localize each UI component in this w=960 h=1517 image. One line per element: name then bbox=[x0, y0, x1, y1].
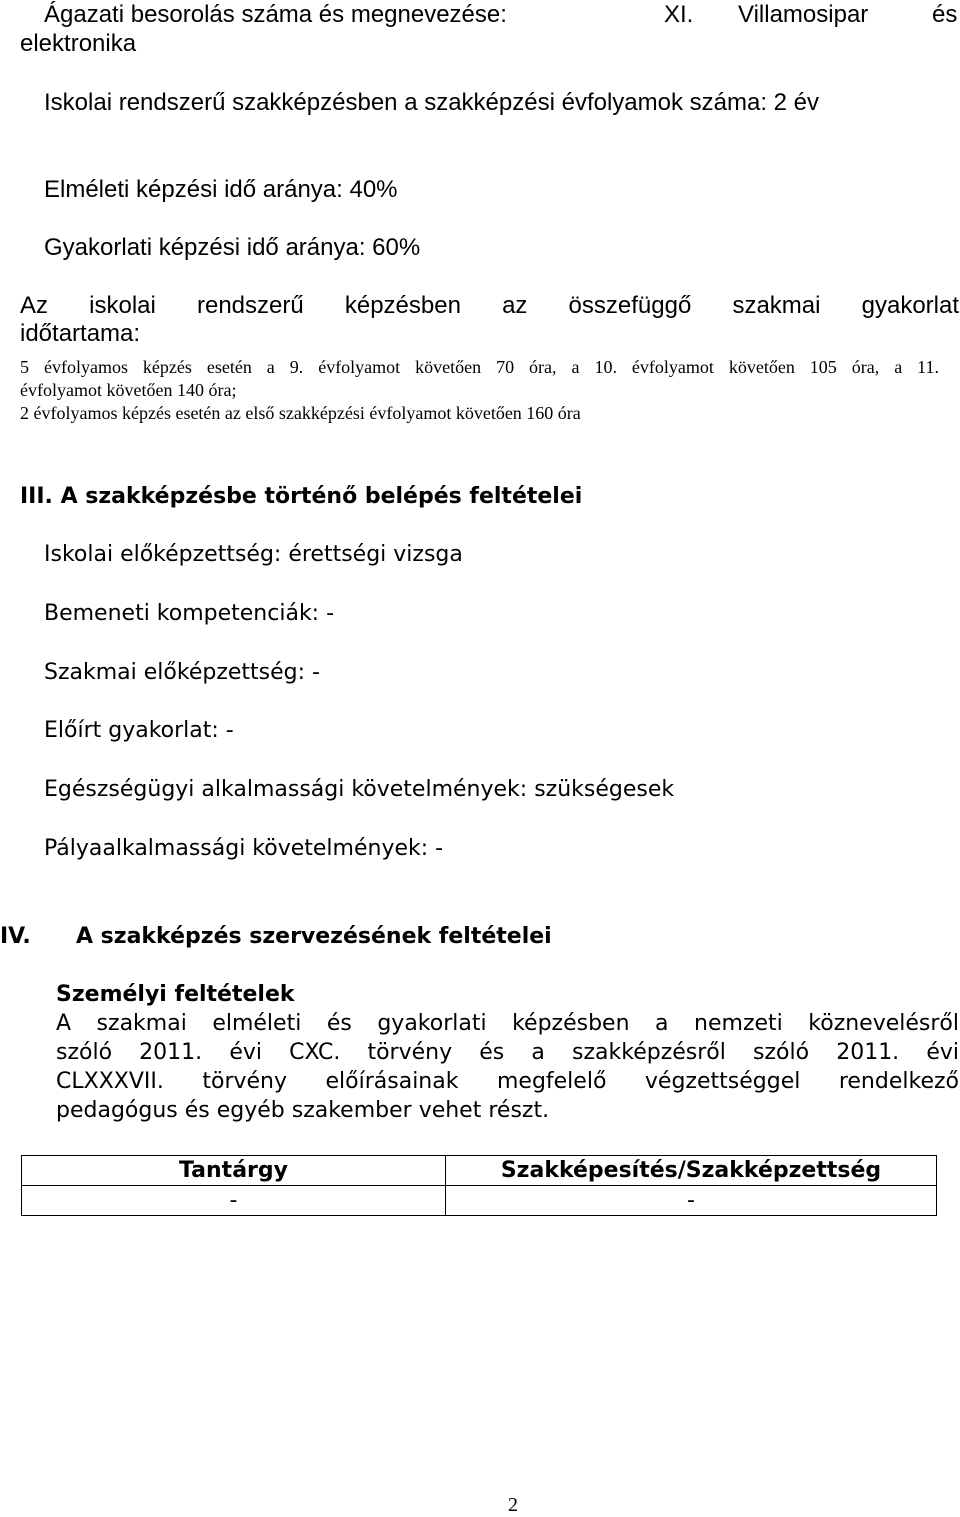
section-4-heading: A szakképzés szervezésének feltételei bbox=[76, 924, 552, 949]
prerequisite-item: Bemeneti kompetenciák: - bbox=[44, 601, 335, 626]
theory-ratio: Elméleti képzési idő aránya: 40% bbox=[44, 176, 398, 203]
section-4-number: IV. bbox=[0, 924, 31, 949]
personnel-paragraph-line: pedagógus és egyéb szakember vehet részt. bbox=[56, 1098, 550, 1123]
internship-line-1: Az iskolai rendszerű képzésben az összefüggő szakmai gyakorlat bbox=[20, 292, 959, 319]
personnel-paragraph-line: szóló 2011. évi CXC. törvény és a szakképzésről szóló 2011. évi bbox=[56, 1040, 959, 1065]
table-header-row bbox=[22, 1156, 937, 1186]
table-cell: - bbox=[446, 1186, 937, 1216]
prerequisite-item: Iskolai előképzettség: érettségi vizsga bbox=[44, 542, 463, 567]
sector-name-part2: és bbox=[932, 1, 958, 28]
internship-detail-3: 2 évfolyamos képzés esetén az első szakképzési évfolyamot követően 160 óra bbox=[20, 403, 581, 423]
practice-ratio: Gyakorlati képzési idő aránya: 60% bbox=[44, 234, 421, 261]
sector-code: XI. bbox=[664, 1, 694, 28]
section-3-heading: III. A szakképzésbe történő belépés feltételei bbox=[20, 484, 583, 509]
prerequisite-item: Szakmai előképzettség: - bbox=[44, 660, 320, 685]
page-number: 2 bbox=[508, 1494, 518, 1516]
training-years: Iskolai rendszerű szakképzésben a szakképzési évfolyamok száma: 2 év bbox=[44, 89, 820, 116]
internship-line-2: időtartama: bbox=[20, 320, 141, 347]
personnel-paragraph-line: CLXXXVII. törvény előírásainak megfelelő végzettséggel rendelkező bbox=[56, 1069, 959, 1094]
prerequisite-item: Előírt gyakorlat: - bbox=[44, 718, 234, 743]
sector-name-part1: Villamosipar bbox=[738, 1, 869, 28]
personnel-paragraph-line: A szakmai elméleti és gyakorlati képzésben a nemzeti köznevelésről bbox=[56, 1011, 959, 1036]
internship-detail-2: évfolyamot követően 140 óra; bbox=[20, 380, 237, 400]
prerequisite-item: Egészségügyi alkalmassági követelmények: szükségesek bbox=[44, 777, 675, 802]
column-header-subject: Tantárgy bbox=[22, 1156, 446, 1186]
internship-detail-1: 5 évfolyamos képzés esetén a 9. évfolyamot követően 70 óra, a 10. évfolyamot követően 105 óra, a 11. bbox=[20, 357, 939, 377]
table-cell: - bbox=[22, 1186, 446, 1216]
personnel-subheading: Személyi feltételek bbox=[56, 982, 295, 1007]
table-row bbox=[22, 1186, 937, 1216]
qualification-table bbox=[21, 1155, 937, 1216]
prerequisite-item: Pályaalkalmassági követelmények: - bbox=[44, 836, 444, 861]
sector-name-part3: elektronika bbox=[20, 30, 137, 57]
sector-label: Ágazati besorolás száma és megnevezése: bbox=[44, 1, 507, 28]
column-header-qualification: Szakképesítés/Szakképzettség bbox=[446, 1156, 937, 1186]
